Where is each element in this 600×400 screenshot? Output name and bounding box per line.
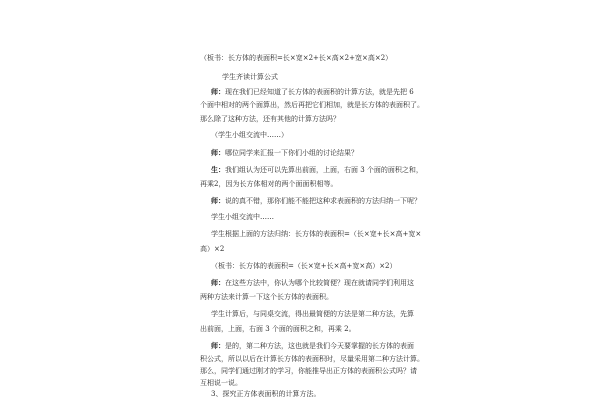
paragraph-line: 那么，同学们通过刚才的学习，你能推导出正方体的表面积公式吗？请 [200, 367, 417, 375]
paragraph-line: 学生计算后，与同桌交流，得出最简便的方法是第二种方法，先算 [211, 310, 414, 318]
paragraph-line: 再乘2，因为长方体相对的两个面面积相等。 [200, 180, 338, 188]
paragraph-line: 师：说的真不错，那你们能不能把这种求表面积的方法归纳一下呢？ [211, 196, 421, 205]
speaker-label: 师： [211, 148, 225, 157]
speaker-label: 师： [211, 87, 225, 96]
paragraph-line: 高）×2 [200, 245, 225, 253]
paragraph-line: 出前面，上面，右面 3 个面的面积之和，再乘 2。 [200, 325, 356, 333]
speaker-label: 师： [211, 278, 225, 287]
paragraph-line: 师：哪位同学来汇报一下你们小组的讨论结果？ [211, 148, 358, 157]
speaker-label: 生： [211, 165, 225, 174]
speaker-label: 师： [211, 196, 225, 205]
paragraph-line: 学生齐读计算公式 [222, 73, 278, 81]
section-heading: 3、探究正方体表面积的计算方法。 [211, 390, 321, 398]
paragraph-line: （学生小组交流中……） [211, 131, 288, 139]
paragraph-line: 师：在这些方法中，你认为哪个比较简便？现在就请同学们利用这 [211, 278, 414, 287]
paragraph-line: 生：我们组认为还可以先算出前面，上面，右面 3 个面的面积之和， [211, 165, 423, 174]
board-note: （板书：长方体的表面积=长×宽×2+长×高×2+宽×高×2） [200, 54, 393, 62]
paragraph-line: 两种方法来计算一下这个长方体的表面积。 [200, 293, 333, 301]
paragraph-line: 师：现在我们已经知道了长方体的表面积的计算方法，就是先把 6 [211, 87, 414, 96]
paragraph-line: 互相说一说。 [200, 379, 242, 387]
paragraph-line: 师：是的，第二种方法，这也就是我们今天要掌握的长方体的表面 [211, 341, 414, 350]
paragraph-line: 学生小组交流中…… [211, 213, 274, 221]
paragraph-line: 个面中相对的两个面算出，然后再把它们相加，就是长方体的表面积了。 [200, 101, 424, 109]
paragraph-line: 那么除了这种方法，还有其他的计算方法吗？ [200, 115, 340, 123]
speaker-label: 师： [211, 341, 225, 350]
board-note: （板书：长方体的表面积=（长×宽+长×高+宽×高）×2） [211, 262, 397, 270]
paragraph-line: 积公式，所以以后在计算长方体的表面积时，尽量采用第二种方法计算。 [200, 355, 424, 363]
paragraph-line: 学生根据上面的方法归纳：长方体的表面积=（长×宽+长×高+宽× [211, 230, 422, 238]
